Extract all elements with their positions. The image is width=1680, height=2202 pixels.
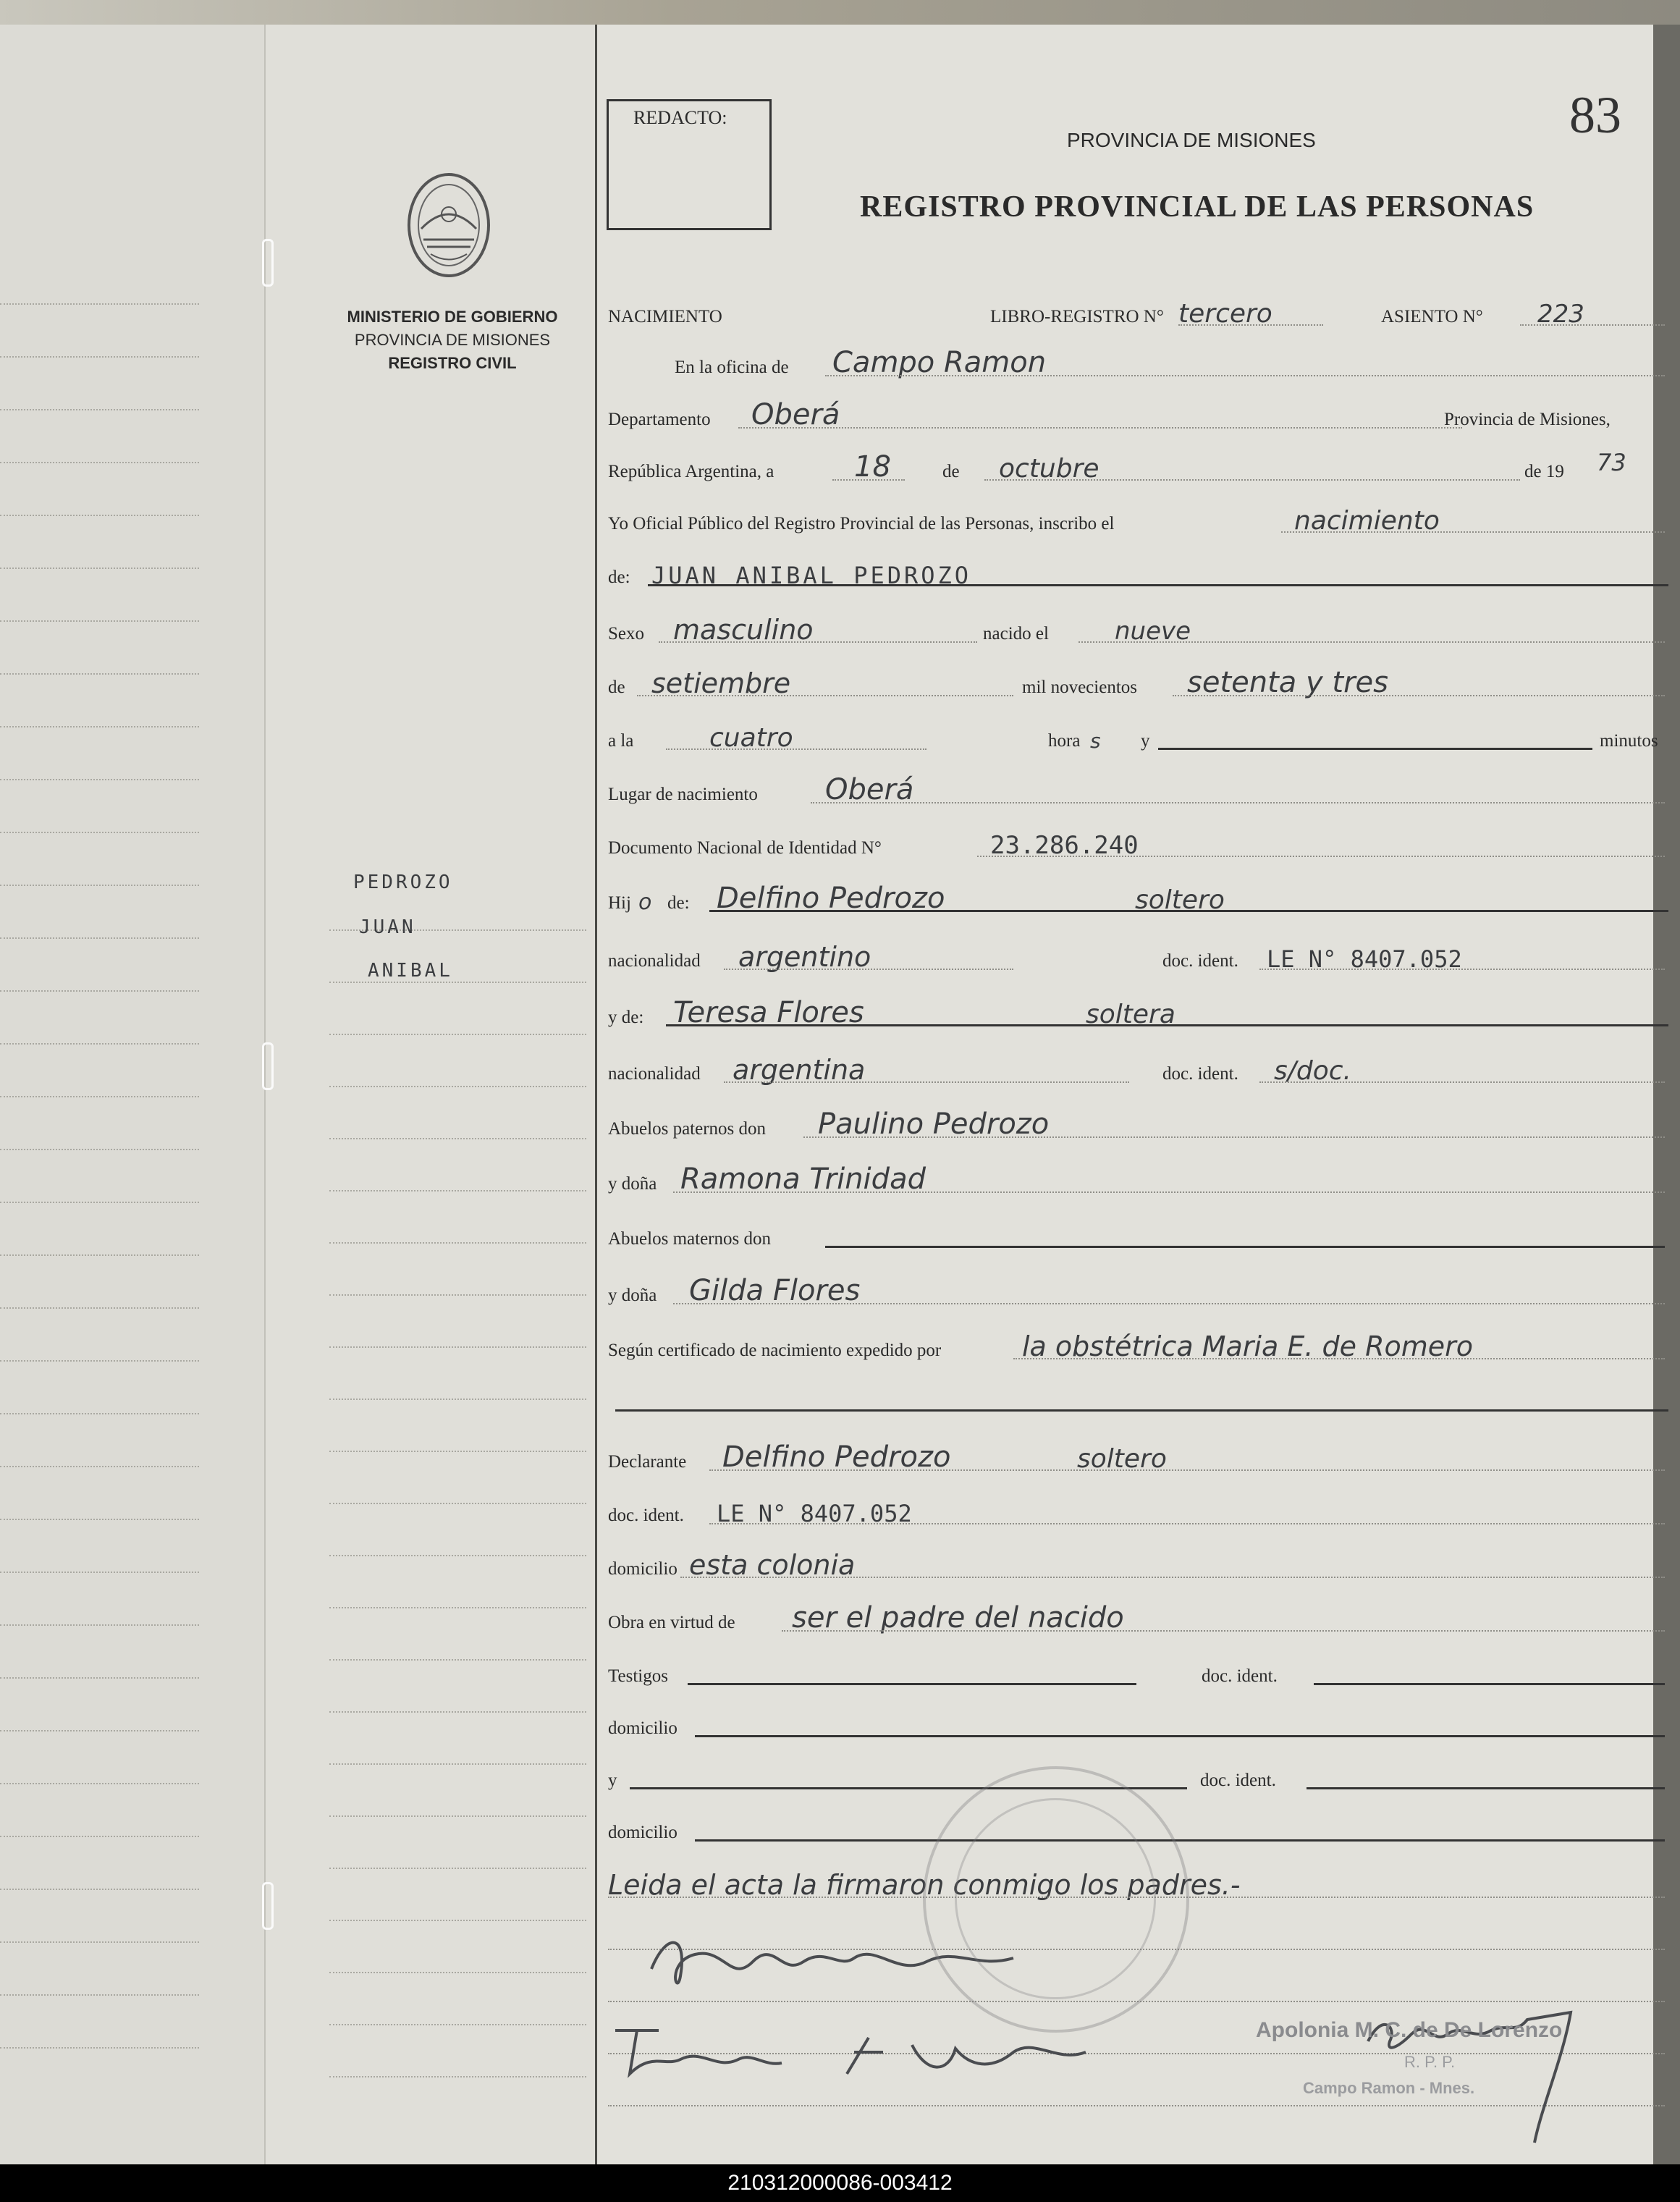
official-stamp (923, 1766, 1189, 2033)
segun-label: Según certificado de nacimiento expedido por (608, 1341, 942, 1360)
declarante-estado: soltero (1077, 1444, 1167, 1474)
oficina-value: Campo Ramon (832, 346, 1047, 379)
domicilio2-label: domicilio (608, 1718, 678, 1738)
departamento-label: Departamento (608, 410, 711, 429)
y2-label: y (608, 1771, 617, 1790)
republica-label: República Argentina, a (608, 462, 774, 481)
nac1-value: argentino (738, 941, 871, 973)
hijo-label: Hij (608, 893, 631, 913)
row-abpat (608, 1108, 1666, 1145)
left-page (0, 25, 266, 2164)
hora-value: cuatro (709, 723, 793, 753)
oficial-label: Yo Oficial Público del Registro Provincial de las Personas, inscribo el (608, 514, 1115, 533)
domicilio1-value: esta colonia (689, 1549, 856, 1581)
dia-value: 18 (854, 450, 891, 484)
docid3-value: LE N° 8407.052 (717, 1500, 912, 1527)
redacto-label: REDACTO: (633, 107, 727, 128)
abpat-value: Paulino Pedrozo (818, 1108, 1050, 1141)
binding-stitch (262, 239, 274, 287)
margin-middlename: ANIBAL (368, 960, 453, 982)
domicilio1-label: domicilio (608, 1559, 678, 1579)
margin-surname: PEDROZO (353, 872, 453, 893)
horas-label: hora (1048, 731, 1081, 751)
segun-value: la obstétrica Maria E. de Romero (1022, 1330, 1473, 1362)
declarante-value: Delfino Pedrozo (722, 1440, 951, 1474)
leida-text: Leida el acta la firmaron conmigo los padres.- (608, 1869, 1241, 1901)
anio-value: 73 (1597, 449, 1626, 476)
page-number: 83 (1569, 86, 1621, 144)
dni-value: 23.286.240 (990, 831, 1139, 860)
row-mes-nac (608, 666, 1666, 704)
row-nac1 (608, 940, 1666, 977)
row-hijo (608, 882, 1666, 919)
yde-label: y de: (608, 1008, 644, 1027)
redacto-box (607, 99, 772, 230)
ala-label: a la (608, 731, 634, 751)
ministry-line3: REGISTRO CIVIL (388, 354, 517, 372)
docid1-value: LE N° 8407.052 (1267, 945, 1462, 973)
row-segun-continued (608, 1381, 1666, 1419)
de-label: de (942, 462, 960, 481)
hijo-letter: o (638, 890, 652, 915)
ministry-line2: PROVINCIA DE MISIONES (354, 331, 551, 349)
departamento-value: Oberá (751, 398, 840, 431)
docid5-label: doc. ident. (1200, 1771, 1276, 1790)
testigos-label: Testigos (608, 1666, 668, 1686)
row-ydona1 (608, 1163, 1666, 1200)
binding-stitch (262, 1042, 274, 1090)
stamp-line2: R. P. P. (1404, 2053, 1456, 2071)
obra-value: ser el padre del nacido (792, 1601, 1124, 1634)
row-nombre (608, 556, 1666, 594)
row-obra (608, 1601, 1666, 1639)
nac2-value: argentina (733, 1054, 866, 1086)
sexo-value: masculino (673, 614, 814, 646)
row-libro (608, 295, 1666, 333)
horas-suffix: s (1090, 729, 1101, 753)
row-oficial (608, 502, 1666, 540)
ydona1-value: Ramona Trinidad (680, 1163, 926, 1196)
row-abmat (608, 1218, 1666, 1255)
libro-label: LIBRO-REGISTRO N° (990, 307, 1164, 326)
y-label: y (1141, 731, 1150, 751)
row-hora (608, 720, 1666, 757)
row-sexo (608, 612, 1666, 650)
misiones-seal-icon (405, 171, 492, 279)
obra-label: Obra en virtud de (608, 1613, 735, 1632)
padre-value: Delfino Pedrozo (717, 882, 945, 915)
declarante-label: Declarante (608, 1452, 687, 1472)
row-testigos (608, 1655, 1666, 1692)
libro-value: tercero (1178, 299, 1272, 329)
ydona1-label: y doña (608, 1174, 657, 1194)
nacimiento-label: NACIMIENTO (608, 307, 722, 326)
oficial-value: nacimiento (1294, 506, 1440, 536)
dni-label: Documento Nacional de Identidad N° (608, 838, 882, 858)
mil-label: mil novecientos (1022, 678, 1137, 697)
lugar-label: Lugar de nacimiento (608, 785, 758, 804)
row-lugar (608, 773, 1666, 811)
ydona2-value: Gilda Flores (689, 1274, 861, 1307)
asiento-value: 223 (1537, 300, 1584, 329)
mes-nac-value: setiembre (651, 667, 791, 699)
row-ydona2 (608, 1274, 1666, 1312)
stamp-name: Apolonia M. C. de De Lorenzo (1256, 2018, 1563, 2042)
nacido-label: nacido el (983, 624, 1049, 644)
provincia-label: Provincia de Misiones, (1444, 410, 1611, 429)
binding-stitch (262, 1882, 274, 1930)
padre-estado: soltero (1135, 885, 1225, 915)
registry-title: REGISTRO PROVINCIAL DE LAS PERSONAS (860, 190, 1535, 224)
row-oficina (608, 346, 1666, 384)
ministry-heading (318, 305, 586, 375)
nac2-label: nacionalidad (608, 1064, 701, 1084)
ministry-line1: MINISTERIO DE GOBIERNO (347, 308, 558, 326)
row-fecha (608, 450, 1666, 488)
row-docid3 (608, 1494, 1666, 1532)
document-id-bar (0, 2164, 1680, 2202)
docid3-label: doc. ident. (608, 1506, 684, 1525)
book-top-edge (0, 0, 1680, 25)
nacido-value: nueve (1115, 617, 1191, 646)
row-nac2 (608, 1053, 1666, 1090)
abmat-label: Abuelos maternos don (608, 1229, 771, 1249)
row-domicilio2 (608, 1707, 1666, 1745)
de-mes-label: de (608, 678, 625, 697)
row-madre (608, 996, 1666, 1034)
docid4-label: doc. ident. (1202, 1666, 1278, 1686)
ydona2-label: y doña (608, 1286, 657, 1305)
asiento-label: ASIENTO N° (1381, 307, 1483, 326)
domicilio3-label: domicilio (608, 1823, 678, 1842)
nombre-value: JUAN ANIBAL PEDROZO (651, 562, 972, 589)
mes-value: octubre (999, 454, 1099, 484)
province-title: PROVINCIA DE MISIONES (1067, 129, 1316, 151)
docid1-label: doc. ident. (1162, 951, 1238, 971)
hijo-de-label: de: (667, 893, 690, 913)
de-nombre-label: de: (608, 568, 630, 587)
document-id: 210312000086-003412 (727, 2171, 953, 2195)
de19-label: de 19 (1524, 462, 1564, 481)
row-segun (608, 1329, 1666, 1367)
nac1-label: nacionalidad (608, 951, 701, 971)
row-domicilio1 (608, 1548, 1666, 1585)
lugar-value: Oberá (825, 773, 914, 806)
row-departamento (608, 398, 1666, 436)
sexo-label: Sexo (608, 624, 644, 644)
stamp-line3: Campo Ramon - Mnes. (1303, 2079, 1475, 2097)
madre-estado: soltera (1086, 1000, 1175, 1029)
mil-value: setenta y tres (1187, 666, 1388, 699)
abpat-label: Abuelos paternos don (608, 1119, 767, 1139)
row-dni (608, 827, 1666, 864)
docid2-value: s/doc. (1274, 1056, 1351, 1086)
margin-firstname: JUAN (359, 916, 416, 938)
madre-value: Teresa Flores (673, 996, 864, 1029)
row-testigo2 (608, 1759, 1666, 1797)
docid2-label: doc. ident. (1162, 1064, 1238, 1084)
oficina-label: En la oficina de (675, 358, 789, 377)
minutos-label: minutos (1600, 731, 1658, 751)
row-declarante (608, 1440, 1666, 1478)
